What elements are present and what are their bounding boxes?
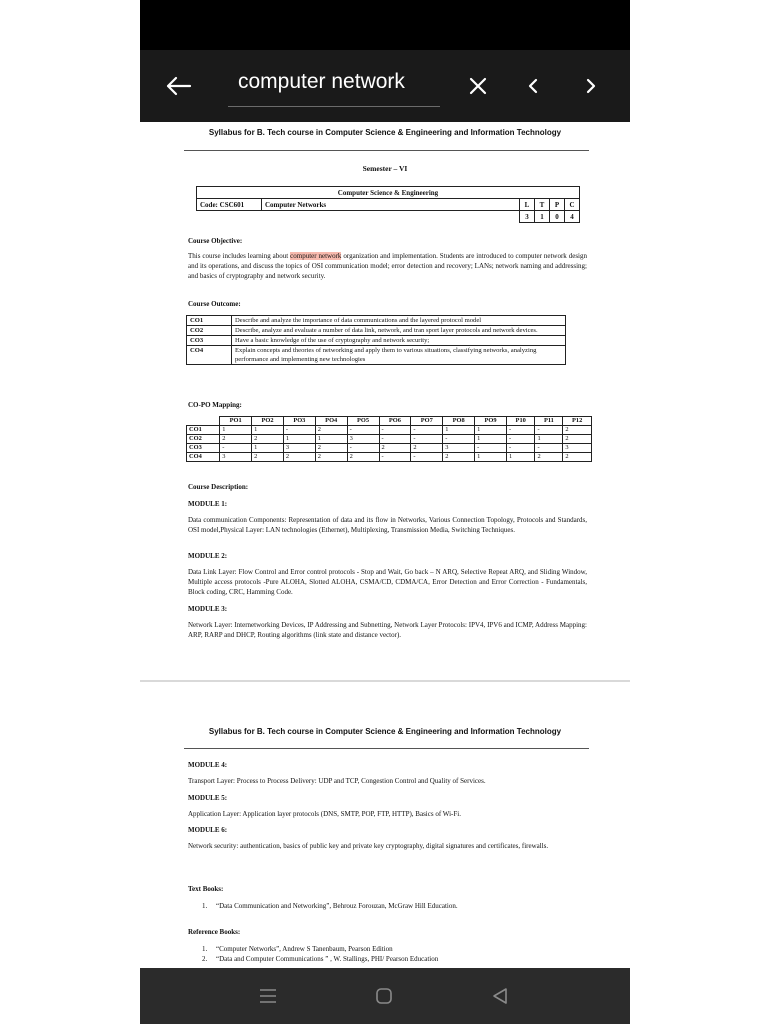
ltpc-value: 4 <box>565 211 580 223</box>
copo-cell: - <box>506 435 535 444</box>
list-item <box>202 944 438 954</box>
ltpc-value: 0 <box>550 211 565 223</box>
copo-cell: - <box>535 426 563 435</box>
list-item <box>202 901 458 911</box>
copo-cell: 3 <box>347 435 379 444</box>
close-icon <box>464 72 492 100</box>
module4-title: MODULE 4: <box>188 761 228 769</box>
copo-cell: 2 <box>347 453 379 462</box>
copo-cell: 2 <box>535 453 563 462</box>
outcome-code: CO2 <box>187 326 232 336</box>
textbook-entry: “Data Communication and Networking”, Behrouz Forouzan, McGraw Hill Education. <box>216 902 458 910</box>
copo-cell: 2 <box>220 435 252 444</box>
list-number: 1. <box>202 945 208 953</box>
copo-cell: 1 <box>220 426 252 435</box>
outcome-code: CO1 <box>187 316 232 326</box>
copo-cell: 3 <box>443 444 475 453</box>
copo-cell: 2 <box>315 453 347 462</box>
table-row <box>187 453 592 462</box>
ltpc-header: T <box>535 199 550 211</box>
copo-cell: 3 <box>283 444 315 453</box>
copo-row-label: CO3 <box>187 444 220 453</box>
module4-text: Transport Layer: Process to Process Delivery: UDP and TCP, Congestion Control and Quality of Services. <box>188 777 486 785</box>
copo-cell: - <box>379 453 411 462</box>
left-margin <box>0 0 140 1024</box>
table-row <box>187 336 566 346</box>
copo-header-cell: PO2 <box>252 417 284 426</box>
objective-title: Course Objective: <box>188 237 243 245</box>
document-page-1[interactable] <box>140 122 630 680</box>
document-page-2[interactable] <box>140 682 630 968</box>
module3-text: Network Layer: Internetworking Devices, IP Addressing and Subnetting, Network Layer Protocols: IPV4, IPV6 and ICMP, Address Mapping: ARP, RARP and DHCP, Routing algorithms (link state and distance vector). <box>188 621 587 639</box>
course-name: Computer Networks <box>262 199 520 211</box>
outcome-text: Describe and analyze the importance of data communications and the layered protocol model <box>232 316 566 326</box>
back-nav-button[interactable] <box>488 984 512 1008</box>
copo-cell: - <box>220 444 252 453</box>
module1-text: Data communication Components: Representation of data and its flow in Networks, Various Connection Topology, Protocols and Standards, OSI model,Physical Layer: LAN technologies (Ethernet), Multiplexing, Transmission Media, Switching Techniques. <box>188 516 587 534</box>
copo-cell: 2 <box>315 444 347 453</box>
back-triangle-icon <box>488 984 512 1008</box>
arrow-left-icon <box>162 70 194 102</box>
copo-cell: - <box>347 426 379 435</box>
copo-header-cell: PO5 <box>347 417 379 426</box>
copo-cell: 3 <box>220 453 252 462</box>
status-bar <box>140 0 630 50</box>
phone-screen <box>140 0 630 1024</box>
copo-cell: - <box>411 426 443 435</box>
copo-cell: 2 <box>252 435 284 444</box>
recent-apps-button[interactable] <box>256 984 280 1008</box>
copo-title: CO-PO Mapping: <box>188 401 242 409</box>
module2-text: Data Link Layer: Flow Control and Error control protocols - Stop and Wait, Go back – N ARQ, Selective Repeat ARQ, and Sliding Window, Multiple access protocols -Pure ALOHA, Slotted ALOHA, CSMA/CD, CDMA/CA, Error Detection and Error Correction - Fundamentals, Block coding, CRC, Hamming Code. <box>188 568 587 596</box>
copo-header-cell: PO7 <box>411 417 443 426</box>
outcome-code: CO4 <box>187 346 232 365</box>
clear-search-button[interactable] <box>464 72 492 100</box>
outcome-text: Explain concepts and theories of networking and apply them to various situations, classifying networks, analyzing performance and implementing new technologies <box>232 346 566 365</box>
module6-title: MODULE 6: <box>188 826 228 834</box>
objective-text-post: organization and implementation. Students are introduced to computer network design and its operations, and discuss the topics of OSI communication model; error detection and recovery; LANs; network naming and addressing; and basics of cryptography and network security. <box>188 252 587 280</box>
copo-cell: - <box>379 435 411 444</box>
copo-cell: - <box>506 444 535 453</box>
copo-header-cell: P11 <box>535 417 563 426</box>
copo-cell: - <box>283 426 315 435</box>
copo-cell: 1 <box>475 435 507 444</box>
table-row <box>187 435 592 444</box>
module5-text: Application Layer: Application layer protocols (DNS, SMTP, POP, FTP, HTTP), Basics of Wi-Fi. <box>188 810 461 818</box>
module6-text: Network security: authentication, basics of public key and private key cryptography, digital signatures and certificates, firewalls. <box>188 842 549 850</box>
outcome-text: Have a basic knowledge of the use of cryptography and network security; <box>232 336 566 346</box>
system-nav-bar <box>140 968 630 1024</box>
copo-header-cell: P12 <box>563 417 592 426</box>
copo-cell: 2 <box>252 453 284 462</box>
copo-cell: 1 <box>252 426 284 435</box>
copo-header-cell: PO4 <box>315 417 347 426</box>
course-code: Code: CSC601 <box>197 199 262 211</box>
copo-cell: 2 <box>283 453 315 462</box>
search-toolbar <box>140 50 630 122</box>
reference-entry: “Computer Networks”, Andrew S Tanenbaum, Pearson Edition <box>216 945 393 953</box>
copo-cell: 1 <box>475 453 507 462</box>
copo-cell: - <box>443 435 475 444</box>
header-rule <box>184 150 589 151</box>
copo-cell: 2 <box>563 453 592 462</box>
copo-header-cell: PO8 <box>443 417 475 426</box>
reference-list <box>202 944 438 964</box>
table-row <box>187 444 592 453</box>
copo-cell: - <box>475 444 507 453</box>
copo-cell: 2 <box>379 444 411 453</box>
home-icon <box>372 984 396 1008</box>
outcome-text: Describe, analyze and evaluate a number of data link, network, and tran sport layer protocols and network devices. <box>232 326 566 336</box>
table-row <box>187 426 592 435</box>
ltpc-header: P <box>550 199 565 211</box>
copo-cell: 1 <box>535 435 563 444</box>
copo-header-cell: PO3 <box>283 417 315 426</box>
copo-header-cell: PO6 <box>379 417 411 426</box>
copo-header-cell <box>187 417 220 426</box>
ltpc-value: 1 <box>535 211 550 223</box>
copo-header-cell: P10 <box>506 417 535 426</box>
table-row <box>187 346 566 365</box>
table-row <box>187 316 566 326</box>
textbooks-title: Text Books: <box>188 885 224 893</box>
list-item <box>202 954 438 964</box>
copo-cell: 2 <box>315 426 347 435</box>
list-number: 2. <box>202 955 208 963</box>
copo-cell: 1 <box>315 435 347 444</box>
copo-cell: 1 <box>283 435 315 444</box>
textbooks-list <box>202 901 458 911</box>
copo-cell: 3 <box>563 444 592 453</box>
copo-cell: - <box>535 444 563 453</box>
copo-cell: - <box>506 426 535 435</box>
objective-text <box>188 251 587 281</box>
copo-cell: 1 <box>475 426 507 435</box>
chevron-left-icon <box>520 72 546 100</box>
list-number: 1. <box>202 902 208 910</box>
module5-title: MODULE 5: <box>188 794 228 802</box>
header-rule <box>184 748 589 749</box>
copo-cell: - <box>411 435 443 444</box>
module1-title: MODULE 1: <box>188 500 228 508</box>
copo-cell: - <box>347 444 379 453</box>
copo-cell: - <box>411 453 443 462</box>
copo-cell: 2 <box>411 444 443 453</box>
next-match-button[interactable] <box>578 72 604 100</box>
recent-apps-icon <box>256 984 280 1008</box>
search-highlight: computer network <box>290 252 342 260</box>
chevron-right-icon <box>578 72 604 100</box>
copo-cell: 2 <box>443 453 475 462</box>
dept-cell: Computer Science & Engineering <box>197 187 580 199</box>
previous-match-button[interactable] <box>520 72 546 100</box>
ltpc-header: C <box>565 199 580 211</box>
course-info-table <box>196 186 580 223</box>
outcome-title: Course Outcome: <box>188 300 241 308</box>
reference-entry: “Data and Computer Communications ” , W. Stallings, PHI/ Pearson Education <box>216 955 439 963</box>
copo-cell: 1 <box>443 426 475 435</box>
table-row <box>187 326 566 336</box>
search-underline <box>228 106 440 107</box>
copo-cell: 1 <box>252 444 284 453</box>
back-button[interactable] <box>162 70 194 102</box>
copo-cell: 2 <box>563 435 592 444</box>
semester-label: Semester – VI <box>362 164 408 173</box>
copo-cell: 1 <box>506 453 535 462</box>
table-header-row <box>187 417 592 426</box>
description-title: Course Description: <box>188 483 249 491</box>
search-input[interactable]: computer network <box>238 70 405 93</box>
module2-title: MODULE 2: <box>188 552 228 560</box>
page-header: Syllabus for B. Tech course in Computer Science & Engineering and Information Technology <box>208 128 562 137</box>
ltpc-value: 3 <box>520 211 535 223</box>
home-button[interactable] <box>372 984 396 1008</box>
ltpc-header: L <box>520 199 535 211</box>
copo-header-cell: PO9 <box>475 417 507 426</box>
copo-row-label: CO1 <box>187 426 220 435</box>
module3-title: MODULE 3: <box>188 605 228 613</box>
copo-header-cell: PO1 <box>220 417 252 426</box>
page-header: Syllabus for B. Tech course in Computer Science & Engineering and Information Technology <box>208 727 562 736</box>
copo-cell: - <box>379 426 411 435</box>
reference-title: Reference Books: <box>188 928 241 936</box>
copo-row-label: CO4 <box>187 453 220 462</box>
copo-row-label: CO2 <box>187 435 220 444</box>
copo-mapping-table <box>186 416 592 462</box>
copo-cell: 2 <box>563 426 592 435</box>
right-margin <box>630 0 768 1024</box>
outcome-code: CO3 <box>187 336 232 346</box>
course-outcome-table <box>186 315 566 365</box>
objective-text-pre: This course includes learning about <box>188 252 291 260</box>
